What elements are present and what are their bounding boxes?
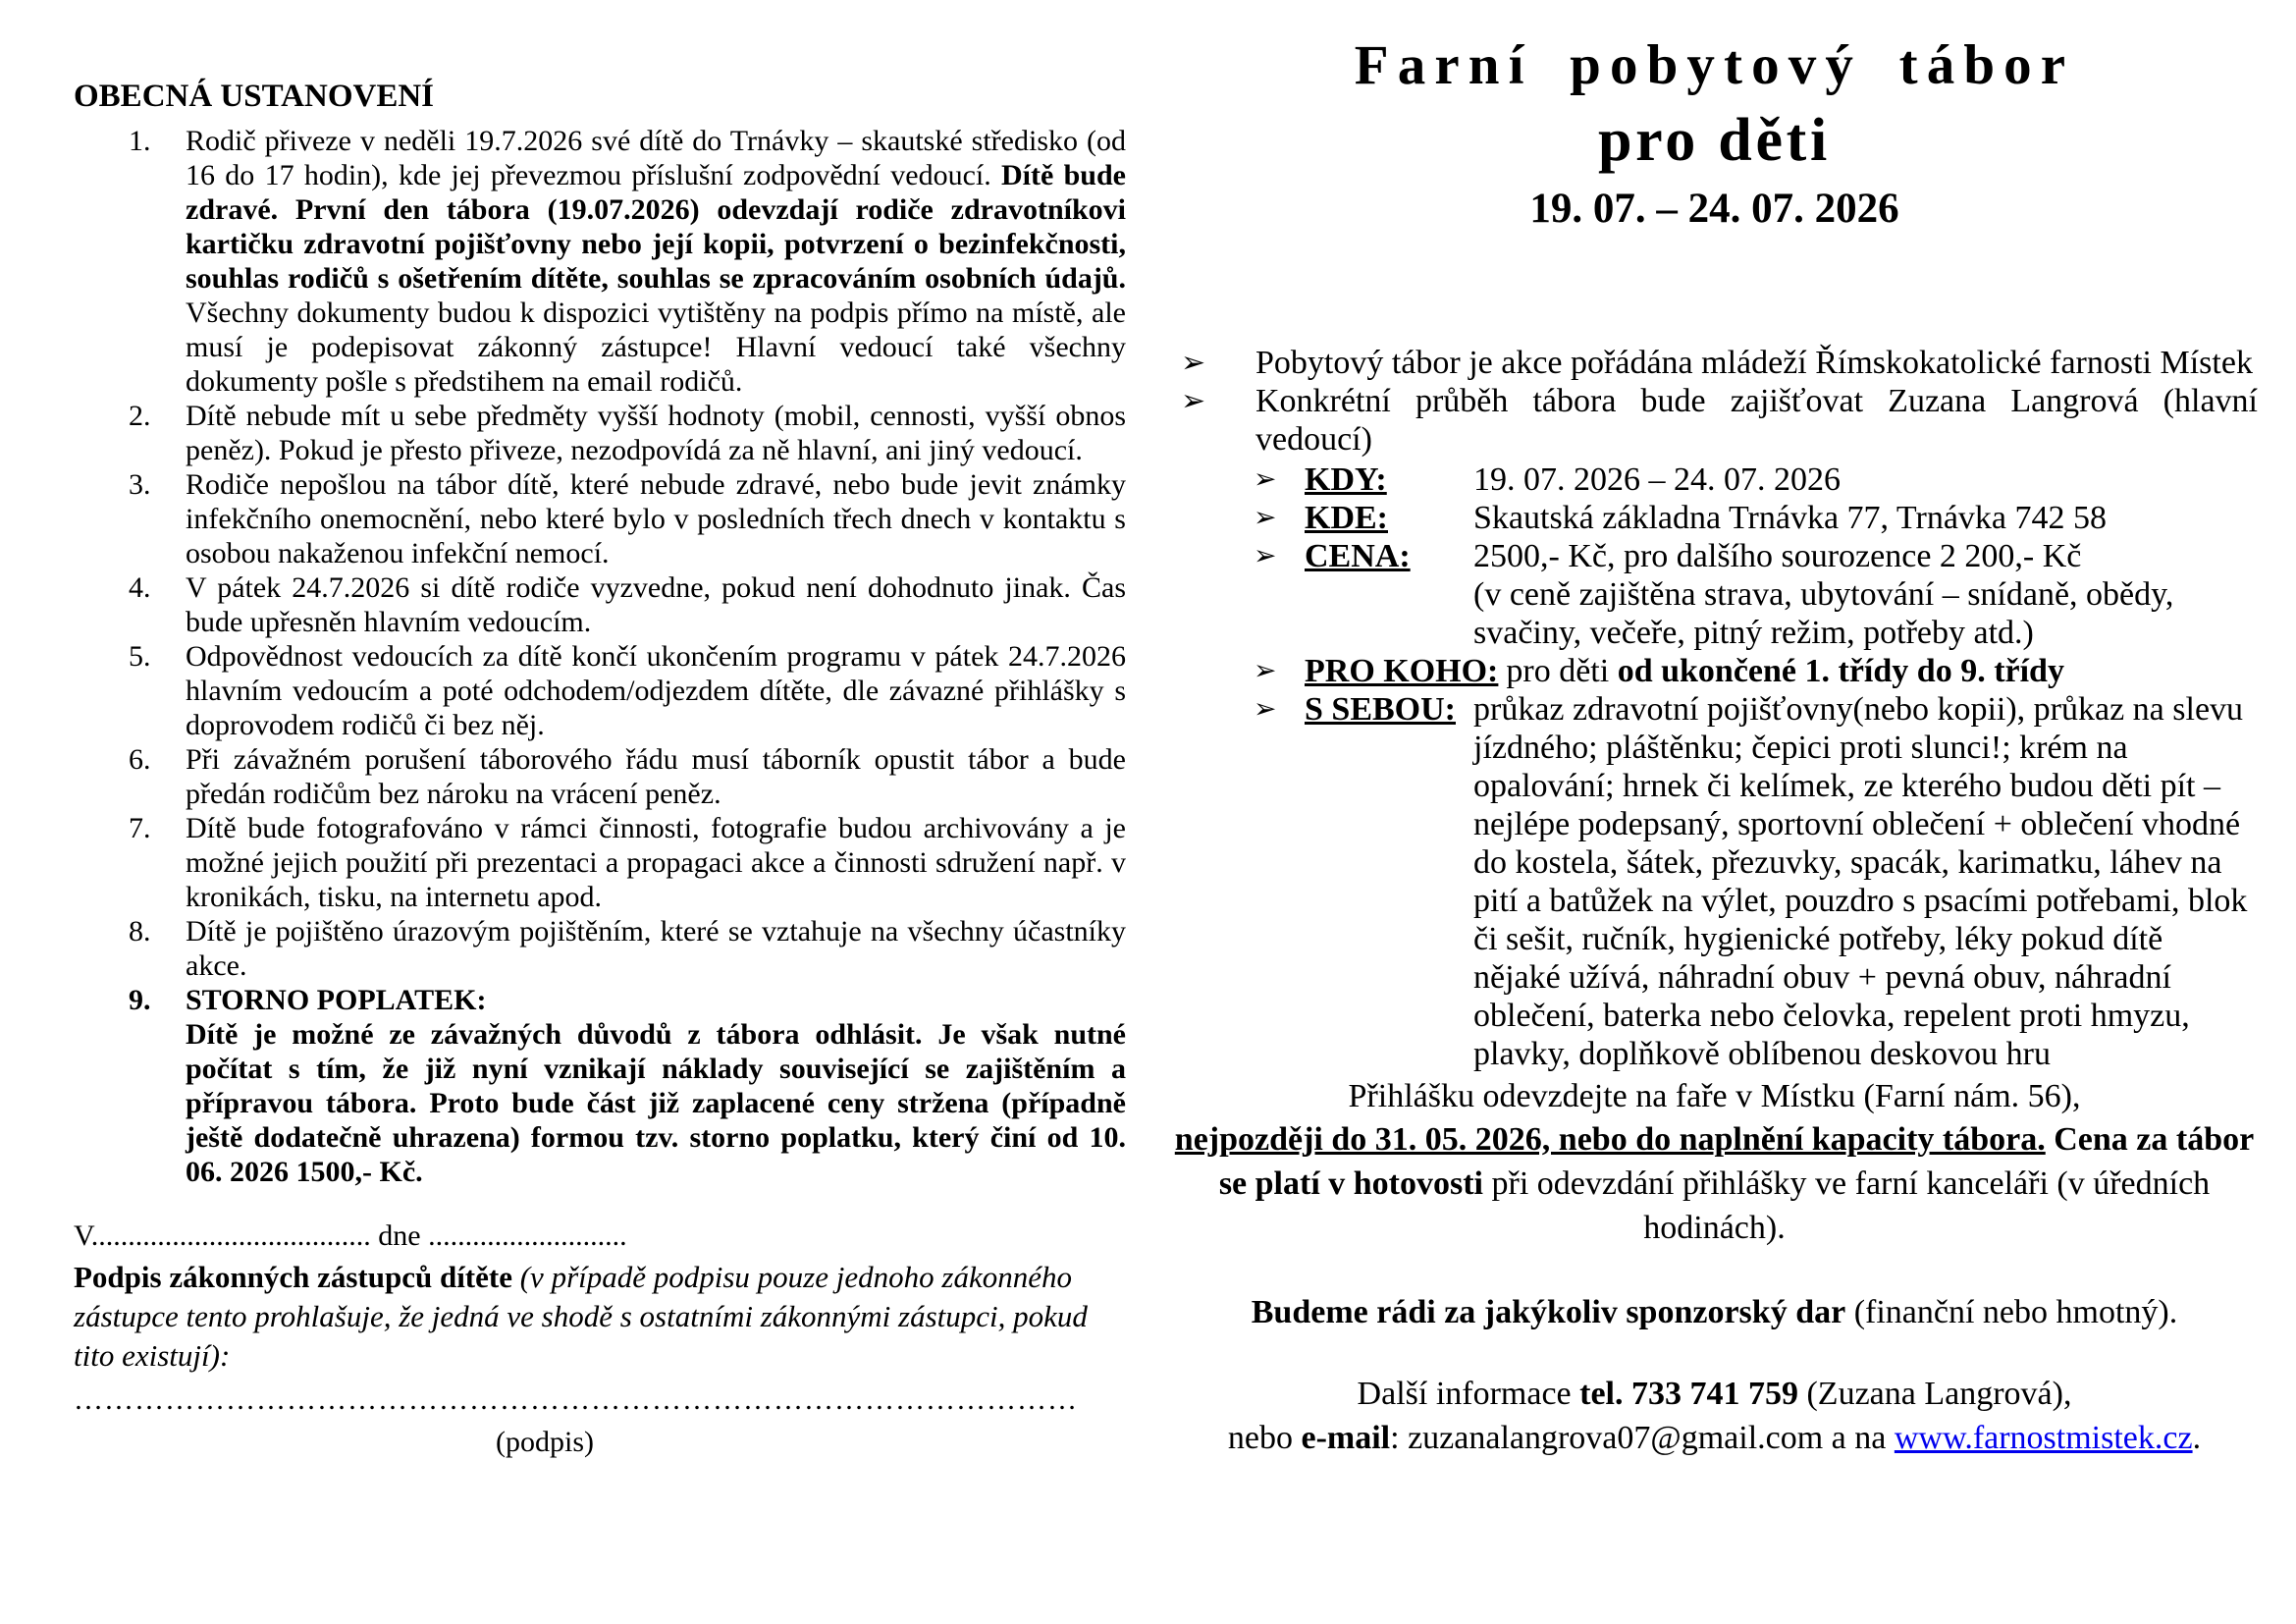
price-note: (v ceně zajištěna strava, ubytování – snídaně, obědy, svačiny, večeře, pitný režim, potřeby atd.) [1473,576,2174,651]
detail-value [1506,652,2258,690]
list-item [74,914,1126,983]
text-segment: Rodiče nepošlou na tábor dítě, které nebude zdravé, nebo bude jevit známky infekčního onemocnění, nebo které bylo v posledních třech dnech v kontaktu s osobou nakaženou infekční nemocí. [186,468,1126,569]
detail-row-cena [1254,537,2258,652]
signature-dotted-line: ……………………………………………………………………………………… [74,1383,1078,1416]
detail-label: KDY: [1305,461,1387,498]
arrow-bullet-icon: ➢ [1254,464,1277,495]
list-item-text [186,570,1126,639]
list-item-number: 9. [129,984,151,1016]
bullet-text: Pobytový tábor je akce pořádána mládeží Římskokatolické farnosti Místek [1255,345,2253,381]
list-item [74,742,1126,811]
text-segment: Při závažném porušení táborového řádu musí táborník opustit tábor a bude předán rodičům bez nároku na vrácení peněz. [186,743,1126,810]
signature-block [74,1218,1126,1459]
sponsor-note [1171,1291,2258,1334]
text-segment: nejpozději do 31. 05. 2026, nebo do naplnění kapacity tábora. [1174,1121,2046,1158]
text-segment: Dítě je pojištěno úrazovým pojištěním, které se vztahuje na všechny účastníky akce. [186,915,1126,982]
arrow-bullet-icon: ➢ [1254,656,1277,686]
list-item [74,124,1126,399]
detail-label: KDE: [1305,500,1388,536]
farnostmistek-link[interactable]: www.farnostmistek.cz [1894,1420,2193,1456]
list-item-number: 6. [129,743,151,776]
list-item-number: 1. [129,125,151,157]
camp-details-list [1254,460,2258,1073]
text-segment: od ukončené 1. třídy do 9. třídy [1617,653,2064,689]
list-item-number: 5. [129,640,151,673]
text-segment: Dítě nebude mít u sebe předměty vyšší hodnoty (mobil, cennosti, vyšší obnos peněz). Pokud je přesto přiveze, nezodpovídá za ně hlavní, ani jiný vedoucí. [186,400,1126,466]
list-item [74,639,1126,742]
section-heading: OBECNÁ USTANOVENÍ [74,79,435,114]
list-item [74,399,1126,467]
list-item-number: 7. [129,812,151,844]
detail-label: PRO KOHO: [1305,653,1499,689]
detail-value: 19. 07. 2026 – 24. 07. 2026 [1473,461,1841,498]
list-item-number: 2. [129,400,151,432]
arrow-bullet-icon: ➢ [1181,385,1206,417]
text-segment: . [2192,1420,2202,1456]
text-segment: Budeme rádi za jakýkoliv sponzorský dar [1251,1294,1846,1330]
text-segment: nebo [1227,1420,1302,1456]
detail-label: CENA: [1305,538,1411,574]
bullet-text: Konkrétní průběh tábora bude zajišťovat Zuzana Langrová (hlavní vedoucí) [1255,383,2258,458]
arrow-bullet-icon: ➢ [1181,347,1206,379]
list-item [1171,344,2258,382]
detail-row-s-sebou [1254,690,2258,1073]
signature-caption: (podpis) [496,1426,594,1458]
list-item-text [186,399,1126,467]
camp-info-list [1171,344,2258,1073]
text-segment: e-mail [1301,1420,1391,1456]
detail-row-kdy [1254,460,2258,499]
text-segment: Odpovědnost vedoucích za dítě končí ukončením programu v pátek 24.7.2026 hlavním vedoucím a poté odchodem/odjezdem dítěte, dle závazné přihlášky s doprovodem rodičů či bez něj. [186,640,1126,741]
list-item-number: 8. [129,915,151,947]
list-item [74,811,1126,914]
text-segment: pro děti [1506,653,1618,689]
list-item [1171,382,2258,459]
camp-dates: 19. 07. – 24. 07. 2026 [1529,186,1899,232]
list-item-text [186,914,1126,983]
contact-email-line [1171,1416,2258,1460]
text-segment: Dítě je možné ze závažných důvodů z tábora odhlásit. Je však nutné počítat s tím, že již nyní vznikají náklady související se zajištěním a přípravou tábora. Proto bude část již zaplacené ceny stržena (případně ještě dodatečně uhrazena) formou tzv. storno poplatku, který činí od 10. 06. 2026 1500,- Kč. [186,1018,1126,1188]
detail-value [1473,537,2258,652]
arrow-bullet-icon: ➢ [1254,694,1277,725]
application-instruction: Přihlášku odevzdejte na faře v Místku (Farní nám. 56), [1348,1078,2081,1114]
deadline-payment-paragraph [1171,1117,2258,1250]
guardian-signature-note [74,1258,1126,1376]
text-segment: Podpis zákonných zástupců dítěte [74,1260,520,1294]
text-segment: tel. 733 741 759 [1579,1376,1798,1412]
detail-label: S SEBOU: [1305,691,1456,728]
detail-value: Skautská základna Trnávka 77, Trnávka 742 58 [1473,500,2108,536]
storno-paragraph [186,1017,1126,1189]
text-segment: Další informace [1357,1376,1580,1412]
page-subtitle: pro děti [1597,107,1831,174]
detail-row-pro-koho [1254,652,2258,690]
list-item-text [186,742,1126,811]
list-item [74,467,1126,570]
list-item-text [186,467,1126,570]
list-item-text [186,811,1126,914]
list-item-number: 4. [129,571,151,604]
detail-value: průkaz zdravotní pojišťovny(nebo kopii), průkaz na slevu jízdného; pláštěnku; čepici proti slunci!; krém na opalování; hrnek či kelímek, ze kterého budou děti pít – nejlépe podepsaný, sportovní oblečení + oblečení vhodné do kostela, šátek, přezuvky, spacák, karimatku, láhev na pití a batůžek na výlet, pouzdro s psacími potřebami, blok či sešit, ručník, hygienické potřeby, léky pokud dítě nějaké užívá, náhradní obuv + pevná obuv, náhradní oblečení, baterka nebo čelovka, repelent proti hmyzu, plavky, doplňkově oblíbenou deskovou hru [1473,691,2248,1072]
list-item-text [186,124,1126,399]
place-date-line: V...................................... dne ........................... [74,1219,627,1252]
camp-flyer-section [1171,33,2258,1460]
text-segment: Všechny dokumenty budou k dispozici vytištěny na podpis přímo na místě, ale musí je podepisovat zákonný zástupce! Hlavní vedoucí také všechny dokumenty pošle s předstihem na email rodičů. [186,297,1126,398]
contact-phone-line [1171,1372,2258,1416]
text-segment: (finanční nebo hmotný). [1845,1294,2178,1330]
text-segment: V pátek 24.7.2026 si dítě rodiče vyzvedne, pokud není dohodnuto jinak. Čas bude upřesněn hlavním vedoucím. [186,571,1126,638]
text-segment: : zuzanalangrova07@gmail.com a na [1390,1420,1895,1456]
page-title: Farní pobytový tábor [1354,34,2075,96]
arrow-bullet-icon: ➢ [1254,503,1277,533]
text-segment: Cena za tábor se platí v hotovosti [1218,1121,2255,1202]
storno-heading: STORNO POPLATEK: [186,984,487,1016]
contact-block [1171,1372,2258,1460]
price-line: 2500,- Kč, pro dalšího sourozence 2 200,- Kč [1473,538,2082,574]
text-segment: Dítě bude zdravé. První den tábora (19.07.2026) odevzdají rodiče zdravotníkovi kartičku zdravotní pojišťovny nebo její kopii, potvrzení o bezinfekčnosti, souhlas rodičů s ošetřením dítěte, souhlas se zpracováním osobních údajů. [186,159,1126,295]
detail-row-kde [1254,499,2258,537]
list-item [74,570,1126,639]
text-segment: při odevzdání přihlášky ve farní kanceláři (v úředních hodinách). [1483,1165,2211,1246]
list-item-number: 3. [129,468,151,501]
text-segment: (Zuzana Langrová), [1797,1376,2072,1412]
list-item-storno [74,983,1126,1189]
general-provisions-section [74,77,1126,1459]
text-segment: (v případě podpisu pouze jednoho zákonného zástupce tento prohlašuje, že jedná ve shodě s ostatními zákonnými zástupci, pokud tito existují): [74,1260,1088,1373]
list-item-text [186,639,1126,742]
list-item-text [186,983,1126,1189]
text-segment: Rodič přiveze v neděli 19.7.2026 své dítě do Trnávky – skautské středisko (od 16 do 17 hodin), kde jej převezmou příslušní zodpovědní vedoucí. [186,125,1126,191]
arrow-bullet-icon: ➢ [1254,541,1277,571]
text-segment: Dítě bude fotografováno v rámci činnosti, fotografie budou archivovány a je možné jejich použití při prezentaci a propagaci akce a činnosti sdružení např. v kronikách, tisku, na internetu apod. [186,812,1126,913]
